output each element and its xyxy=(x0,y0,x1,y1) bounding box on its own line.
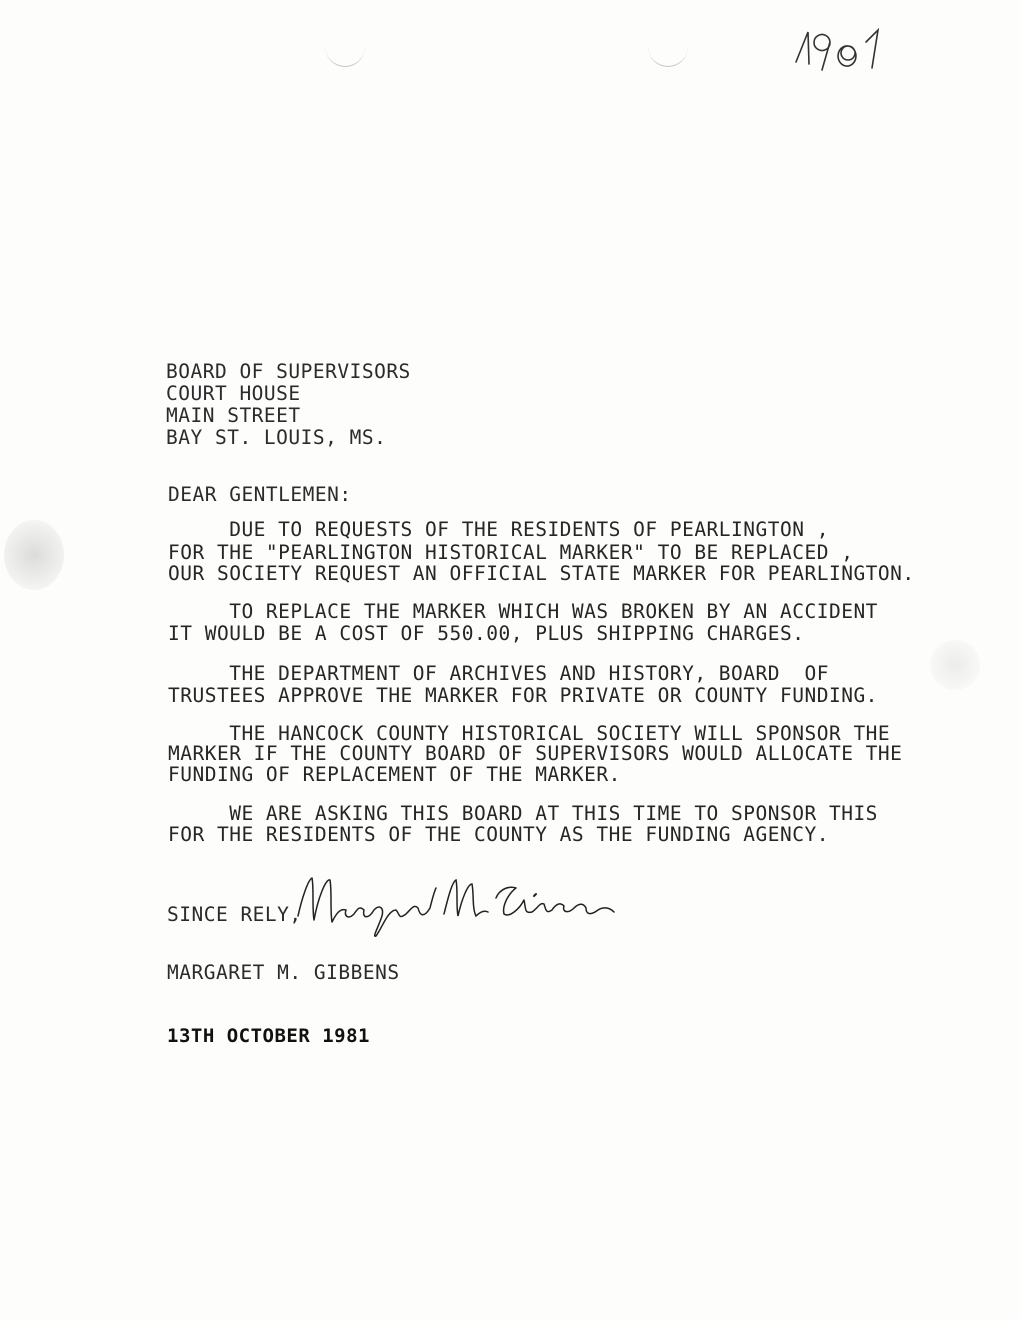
signer-name: MARGARET M. GIBBENS xyxy=(167,961,400,984)
body-line: THE HANCOCK COUNTY HISTORICAL SOCIETY WILL SPONSOR THE xyxy=(168,722,891,745)
body-line: MARKER IF THE COUNTY BOARD OF SUPERVISORS WOULD ALLOCATE THE xyxy=(168,742,903,765)
body-line: TRUSTEES APPROVE THE MARKER FOR PRIVATE OR COUNTY FUNDING. xyxy=(168,684,878,707)
paper-smudge xyxy=(930,640,980,690)
body-line: WE ARE ASKING THIS BOARD AT THIS TIME TO SPONSOR THIS xyxy=(168,802,878,825)
address-line-4: BAY ST. LOUIS, MS. xyxy=(166,426,387,449)
paper-smudge xyxy=(4,520,64,590)
handwritten-year-note xyxy=(778,20,898,80)
body-line: DUE TO REQUESTS OF THE RESIDENTS OF PEARLINGTON , xyxy=(168,518,829,541)
letter-date: 13TH OCTOBER 1981 xyxy=(167,1025,370,1047)
address-line-1: BOARD OF SUPERVISORS xyxy=(166,360,411,383)
body-line: OUR SOCIETY REQUEST AN OFFICIAL STATE MARKER FOR PEARLINGTON. xyxy=(168,562,915,585)
address-line-3: MAIN STREET xyxy=(166,404,301,427)
body-line: TO REPLACE THE MARKER WHICH WAS BROKEN BY AN ACCIDENT xyxy=(168,600,878,623)
salutation: DEAR GENTLEMEN: xyxy=(168,483,352,506)
body-line: THE DEPARTMENT OF ARCHIVES AND HISTORY, BOARD OF xyxy=(168,662,829,685)
body-line: FUNDING OF REPLACEMENT OF THE MARKER. xyxy=(168,763,621,786)
punch-hole-mark-right xyxy=(648,26,688,67)
closing: SINCE RELY, xyxy=(167,903,302,926)
address-line-2: COURT HOUSE xyxy=(166,382,301,405)
body-line: FOR THE "PEARLINGTON HISTORICAL MARKER" TO BE REPLACED , xyxy=(168,541,854,564)
punch-hole-mark-left xyxy=(325,26,365,67)
body-line: FOR THE RESIDENTS OF THE COUNTY AS THE FUNDING AGENCY. xyxy=(168,823,829,846)
body-line: IT WOULD BE A COST OF 550.00, PLUS SHIPPING CHARGES. xyxy=(168,622,805,645)
handwritten-signature xyxy=(288,858,638,943)
